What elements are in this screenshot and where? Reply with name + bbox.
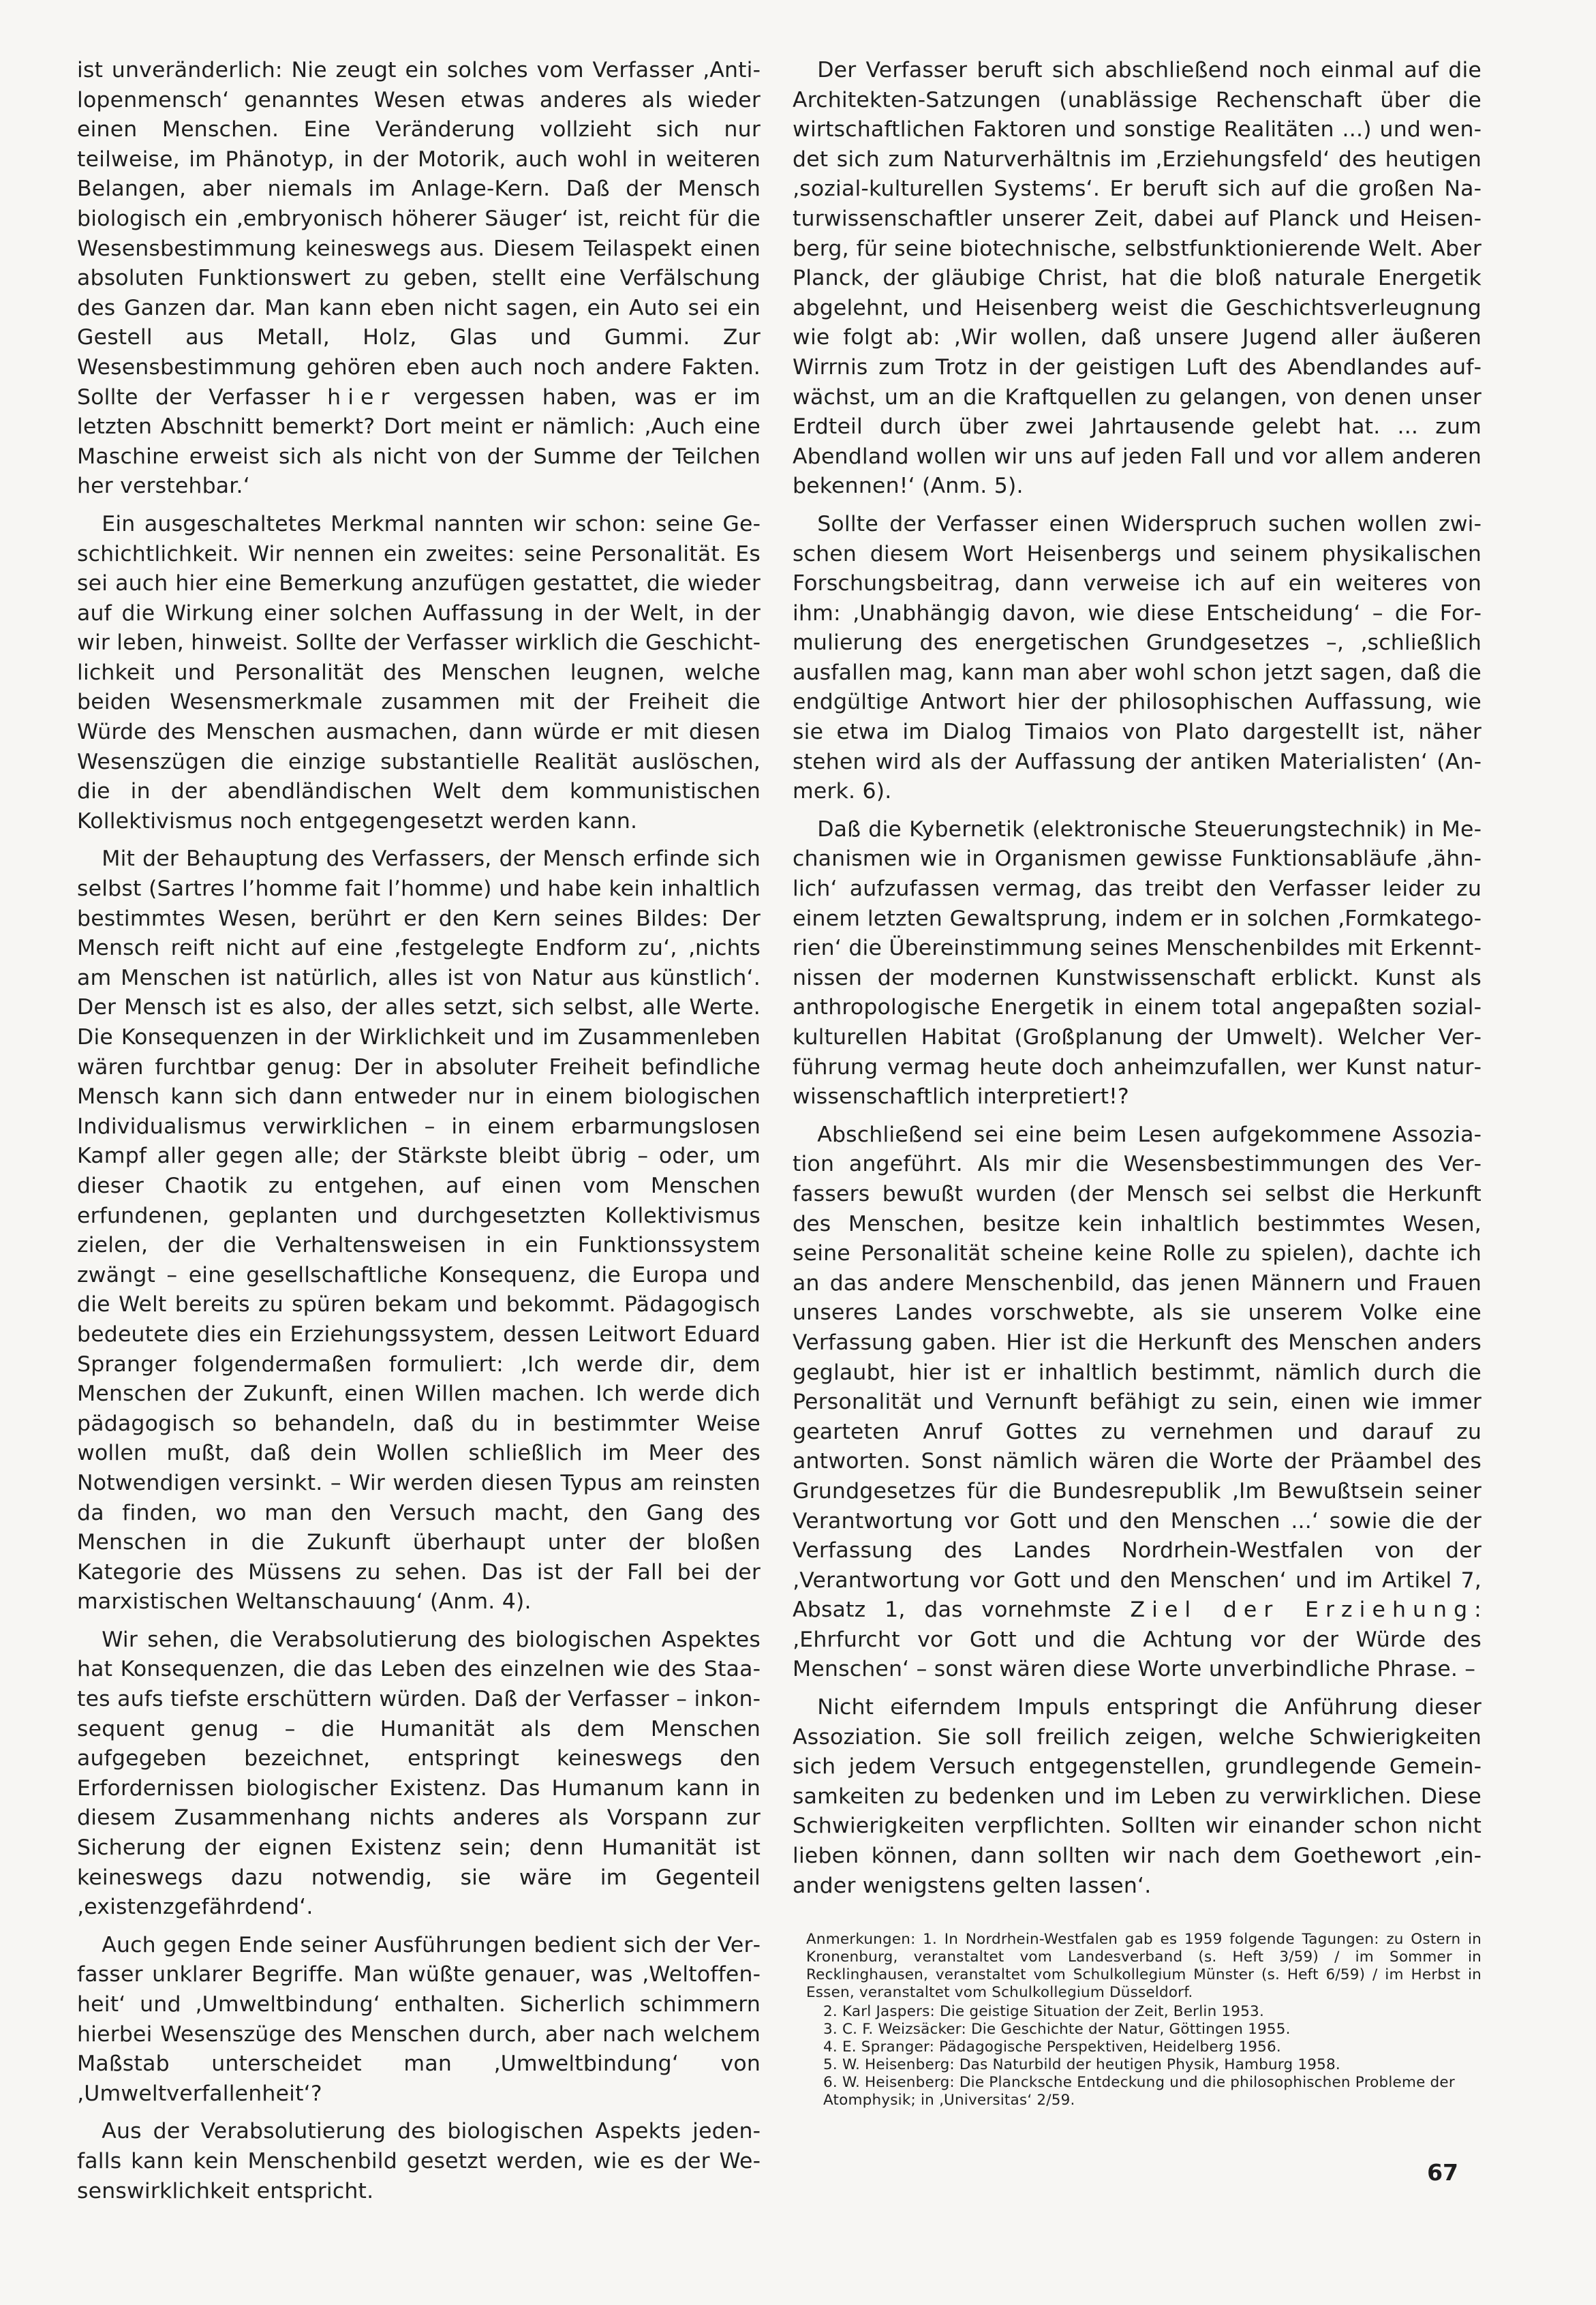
paragraph-right-1: Der Verfasser beruft sich abschließend noch einmal auf die Architekten-Satzungen (unablässige Rechenschaft über die wirtschaftlichen Faktoren und sonstige Realitäten ...) und wendet sich zum Naturverhältnis im ‚Erziehungsfeld‘ des heutigen ‚sozial-kulturellen Systems‘. Er beruft sich auf die großen Naturwissenschaftler unserer Zeit, dabei auf Planck und Heisenberg, für seine biotechnische, selbstfunktionierende Welt. Aber Planck, der gläubige Christ, hat die bloß naturale Energetik abgelehnt, und Heisenberg weist die Geschichtsverleugnung wie folgt ab: ‚Wir wollen, daß unsere Jugend aller äußeren Wirrnis zum Trotz in der geistigen Luft des Abendlandes aufwächst, um an die Kraftquellen zu gelangen, von denen unser Erdteil durch über zwei Jahrtausende gelebt hat. ... zum Abendland wollen wir uns auf jeden Fall und vor allem anderen bekennen!‘ (Anm. 5). (793, 58, 1482, 499)
footnotes (793, 1931, 1482, 2109)
paragraph-right-3: Daß die Kybernetik (elektronische Steuerungstechnik) in Mechanismen wie in Organismen gewisse Funktionsabläufe ‚ähnlich‘ aufzufassen vermag, das treibt den Verfasser leider zu einem letzten Gewaltsprung, indem er in solchen ‚Formkategorien‘ die Übereinstimmung seines Menschenbildes mit Erkenntnissen der modernen Kunstwissenschaft erblickt. Kunst als anthropologische Energetik in einem total angepaßten sozialkulturellen Habitat (Großplanung der Umwelt). Welcher Verführung vermag heute doch anheimzufallen, wer Kunst naturwissenschaftlich interpretiert!? (793, 816, 1482, 1110)
footnote-5: 5. W. Heisenberg: Das Naturbild der heutigen Physik, Hamburg 1958. (823, 2056, 1340, 2074)
paragraph-left-6: Aus der Verabsolutierung des biologischen Aspekts jedenfalls kann kein Menschenbild gesetzt werden, wie es der Wesenswirklichkeit entspricht. (77, 2119, 761, 2203)
emphasized-phrase: Ziel der Erziehung (1130, 1598, 1475, 1623)
emphasized-word: hier (327, 384, 397, 410)
paragraph-left-4: Wir sehen, die Verabsolutierung des biologischen Aspektes hat Konsequenzen, die das Leben des einzelnen wie des Staates aufs tiefste erschüttern würden. Daß der Verfasser – inkonsequent genug – die Humanität als dem Menschen aufgegeben bezeichnet, entspringt keineswegs den Erfordernissen biologischer Existenz. Das Humanum kann in diesem Zusammenhang nichts anderes als Vorspann zur Sicherung der eignen Existenz sein; denn Humanität ist keineswegs dazu notwendig, sie wäre im Gegenteil ‚existenzgefährdend‘. (77, 1627, 761, 1920)
paragraph-left-3: Mit der Behauptung des Verfassers, der Mensch erfinde sich selbst (Sartres l’homme fait l’homme) und habe kein inhaltlich bestimmtes Wesen, berührt er den Kern seines Bildes: Der Mensch reift nicht auf eine ‚festgelegte Endform zu‘, ‚nichts am Menschen ist natürlich, alles ist von Natur aus künstlich‘. Der Mensch ist es also, der alles setzt, sich selbst, alle Werte. Die Konsequenzen in der Wirklichkeit und im Zusammenleben wären furchtbar genug: Der in absoluter Freiheit befindliche Mensch kann sich dann entweder nur in einem biologischen Individualismus verwirklichen – in einem erbarmungslosen Kampf aller gegen alle; der Stärkste bleibt übrig – oder, um dieser Chaotik zu entgehen, auf einen vom Menschen erfundenen, geplanten und durchgesetzten Kollektivismus zielen, der die Verhaltensweisen in ein Funktionssystem zwängt – eine gesellschaftliche Konsequenz, die Europa und die Welt bereits zu spüren bekam und bekommt. Pädagogisch bedeutete dies ein Erziehungssystem, dessen Leitwort Eduard Spranger folgendermaßen formuliert: ‚Ich werde dir, dem Menschen der Zukunft, einen Willen machen. Ich werde dich pädagogisch so behandeln, daß du in bestimmter Weise wollen mußt, daß dein Wollen schließlich im Meer des Notwendigen versinkt. – Wir werden diesen Typus am reinsten da finden, wo man den Versuch macht, den Gang des Menschen in die Zukunft überhaupt unter der bloßen Kategorie des Müssens zu sehen. Das ist der Fall bei der marxistischen Weltanschauung‘ (Anm. 4). (77, 846, 761, 1615)
footnote-4: 4. E. Spranger: Pädagogische Perspektiven, Heidelberg 1956. (823, 2039, 1281, 2056)
footnote-1: Anmerkungen: 1. In Nordrhein-Westfalen gab es 1959 folgende Tagungen: zu Ostern in Kronenburg, veranstaltet vom Landesverband (s. Heft 3/59) / im Sommer in Recklinghausen, veranstaltet vom Schulkollegium Münster (s. Heft 6/59) / im Herbst in Essen, veranstaltet vom Schulkollegium Düsseldorf. (806, 1931, 1482, 2002)
paragraph-right-2: Sollte der Verfasser einen Widerspruch suchen wollen zwischen diesem Wort Heisenbergs und seinem physikalischen Forschungsbeitrag, dann verweise ich auf ein weiteres von ihm: ‚Unabhängig davon, wie diese Entscheidung‘ – die Formulierung des energetischen Grundgesetzes –, ‚schließlich ausfallen mag, kann man aber wohl schon jetzt sagen, daß die endgültige Antwort hier der philosophischen Auffassung, wie sie etwa im Dialog Timaios von Plato dargestellt ist, näher stehen wird als der Auffassung der antiken Materialisten‘ (Anmerk. 6). (793, 511, 1482, 804)
text-segment: ist unveränderlich: Nie zeugt ein solches vom Verfasser ‚Antilopenmensch‘ genanntes Wesen etwas anderes als wieder einen Menschen. Eine Veränderung vollzieht sich nur teilweise, im Phänotyp, in der Motorik, auch wohl in weiteren Belangen, aber niemals im Anlage-Kern. Daß der Mensch biologisch ein ‚embryonisch höherer Säuger‘ ist, reicht für die Wesensbestimmung keineswegs aus. Diesem Teilaspekt einen absoluten Funktionswert zu geben, stellt eine Verfälschung des Ganzen dar. Man kann eben nicht sagen, ein Auto sei ein Gestell aus Metall, Holz, Glas und Gummi. Zur Wesensbestimmung gehören eben auch noch andere Fakten. Sollte der Verfasser (77, 58, 761, 410)
right-column (793, 56, 1482, 2109)
footnote-3: 3. C. F. Weizsäcker: Die Geschichte der Natur, Göttingen 1955. (823, 2021, 1291, 2039)
left-column (77, 56, 761, 2214)
text-segment: : ‚Ehrfurcht vor Gott und die Achtung vor der Würde des Menschen‘ – sonst wären diese Worte unverbindliche Phrase. – (793, 1598, 1482, 1682)
page-number: 67 (1427, 2159, 1458, 2186)
paragraph-left-5: Auch gegen Ende seiner Ausführungen bedient sich der Verfasser unklarer Begriffe. Man wüßte genauer, was ‚Weltoffenheit‘ und ‚Umweltbindung‘ enthalten. Sicherlich schimmern hierbei Wesenszüge des Menschen durch, aber nach welchem Maßstab unterscheidet man ‚Umweltbindung‘ von ‚Umweltverfallenheit‘? (77, 1932, 761, 2106)
footnote-6: 6. W. Heisenberg: Die Plancksche Entdeckung und die philosophischen Probleme der Atomphysik; in ‚Universitas‘ 2/59. (823, 2074, 1455, 2109)
paragraph-left-1 (77, 56, 761, 502)
paragraph-right-5: Nicht eiferndem Impuls entspringt die Anführung dieser Assoziation. Sie soll freilich zeigen, welche Schwierigkeiten sich jedem Versuch entgegenstellen, grundlegende Gemeinsamkeiten zu bedenken und im Leben zu verwirklichen. Diese Schwierigkeiten verpflichten. Sollten wir einander schon nicht lieben können, dann sollten wir nach dem Goethewort ‚einander wenigstens gelten lassen‘. (793, 1695, 1482, 1898)
text-segment: vergessen haben, was er im letzten Abschnitt bemerkt? Dort meint er nämlich: ‚Auch eine Maschine erweist sich als nicht von der Summe der Teilchen her verstehbar.‘ (77, 384, 761, 499)
footnote-2: 2. Karl Jaspers: Die geistige Situation der Zeit, Berlin 1953. (823, 2003, 1264, 2021)
paragraph-left-2: Ein ausgeschaltetes Merkmal nannten wir schon: seine Geschichtlichkeit. Wir nennen ein zweites: seine Personalität. Es sei auch hier eine Bemerkung anzufügen gestattet, die wieder auf die Wirkung einer solchen Auffassung in der Welt, in der wir leben, hinweist. Sollte der Verfasser wirklich die Geschichtlichkeit und Personalität des Menschen leugnen, welche beiden Wesensmerkmale zusammen mit der Freiheit die Würde des Menschen ausmachen, dann würde er mit diesen Wesenszügen die einzige substantielle Realität auslöschen, die in der abendländischen Welt dem kommunistischen Kollektivismus noch entgegengesetzt werden kann. (77, 511, 761, 834)
text-segment: Abschließend sei eine beim Lesen aufgekommene Assoziation angeführt. Als mir die Wesensbestimmungen des Verfassers bewußt wurden (der Mensch sei selbst die Herkunft des Menschen, besitze kein inhaltlich bestimmtes Wesen, seine Personalität scheine keine Rolle zu spielen), dachte ich an das andere Menschenbild, das jenen Männern und Frauen unseres Landes vorschwebte, als sie unserem Volke eine Verfassung gaben. Hier ist die Herkunft des Menschen anders geglaubt, hier ist er inhaltlich bestimmt, nämlich durch die Personalität und Vernunft befähigt zu sein, einen wie immer gearteten Anruf Gottes zu vernehmen und darauf zu antworten. Sonst nämlich wären die Worte der Präambel des Grundgesetzes für die Bundesrepublik ‚Im Bewußtsein seiner Verantwortung vor Gott und den Menschen ...‘ sowie die der Verfassung des Landes Nordrhein-Westfalen von der ‚Verantwortung vor Gott und den Menschen‘ und im Artikel 7, Absatz 1, das vornehmste (793, 1122, 1482, 1623)
paragraph-right-4 (793, 1120, 1482, 1685)
